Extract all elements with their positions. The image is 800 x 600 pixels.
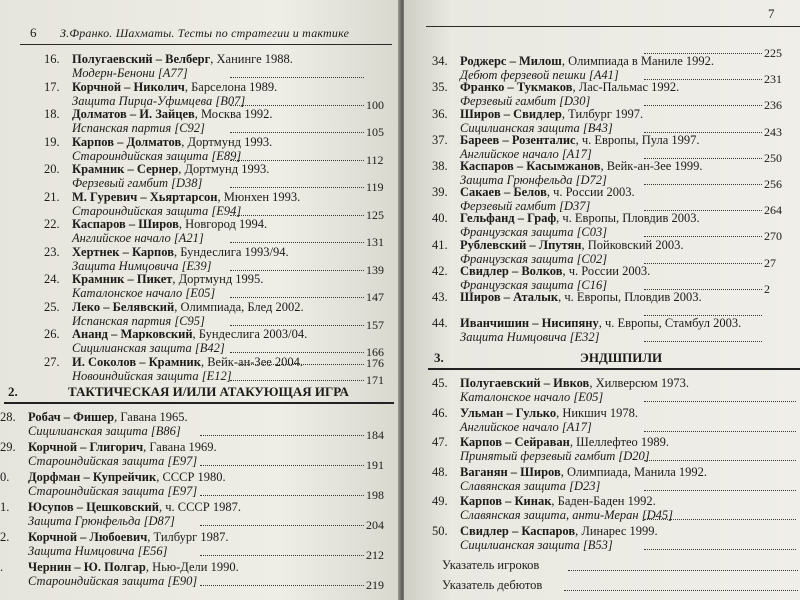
leader-dots [230, 77, 364, 78]
entry-opening: Французская защита [C02] [460, 251, 608, 266]
entry-page-number: 105 [366, 125, 384, 139]
entry-number: 46. [432, 405, 448, 420]
entry-event: , Олимпиада, Манила 1992. [560, 464, 708, 479]
entry-number: 39. [432, 185, 448, 200]
entry-opening: Сицилианская защита [B86] [28, 424, 181, 438]
toc-entry [432, 28, 460, 42]
entry-players: Широв – Аталык [460, 290, 559, 304]
entry-event: , Лас-Пальмас 1992. [572, 80, 680, 95]
entry-event: , ч. Европы, Пловдив 2003. [558, 290, 702, 304]
header-rule [20, 44, 392, 45]
leader-dots [644, 105, 762, 106]
entry-players: Юсупов – Цешковский [28, 500, 159, 514]
entry-opening: Английское начало [A21] [72, 231, 204, 245]
entry-number: 26. [44, 327, 60, 341]
entry-opening: Защита Грюнфельда [D72] [460, 173, 607, 187]
toc-entry [44, 162, 269, 190]
entry-opening: Защита Нимцовича [E56] [28, 544, 168, 558]
entry-players: Крамник – Пикет [72, 272, 173, 286]
entry-opening: Староиндийская защита [E97] [28, 454, 198, 468]
index-players: Указатель игроков [442, 558, 540, 572]
entry-page-number: 147 [366, 290, 384, 304]
leader-dots [230, 105, 364, 106]
entry-event: , ч. России 2003. [562, 263, 651, 278]
leader-dots [564, 590, 798, 591]
leader-dots [240, 364, 364, 365]
entry-number: 48. [432, 464, 448, 479]
entry-opening: Испанская партия [C95] [72, 313, 205, 328]
entry-page-number: 256 [764, 177, 782, 191]
section-title: ЭНДШПИЛИ [580, 350, 663, 365]
toc-entry [44, 300, 304, 328]
entry-page-number: 157 [366, 317, 384, 332]
entry-players: Хертнек – Карпов [72, 244, 174, 259]
toc-entry [432, 524, 658, 552]
entry-opening: Модерн-Бенони [A77] [72, 66, 188, 80]
entry-event: , Новгород 1994. [178, 217, 268, 231]
entry-event: , Баден-Баден 1992. [551, 494, 656, 508]
entry-players: Свидлер – Волков [460, 263, 563, 278]
entry-number: 44. [432, 316, 448, 331]
entry-players: Бареев – Розенталис [460, 132, 576, 147]
leader-dots [230, 352, 364, 353]
entry-number: 1. [0, 500, 10, 514]
toc-entry [0, 410, 188, 438]
entry-event: , Мюнхен 1993. [217, 189, 301, 204]
right-page [404, 0, 800, 600]
entry-opening: Английское начало [A17] [460, 146, 592, 161]
entry-number: 29. [0, 440, 16, 454]
entry-page-number: 225 [764, 46, 782, 60]
toc-entry [44, 217, 267, 245]
entry-page-number: 270 [764, 229, 782, 244]
entry-opening: Защита Нимцовича [E32] [460, 330, 600, 345]
toc-entry [44, 327, 307, 355]
entry-event: , Нью-Дели 1990. [145, 560, 239, 574]
toc-entry [0, 500, 241, 528]
leader-dots [644, 431, 796, 432]
entry-number: 37. [432, 132, 448, 147]
entry-players: Рублевский – Лпутян [460, 237, 582, 252]
toc-entry [0, 560, 239, 588]
entry-opening: Ферзевый гамбит [D37] [460, 199, 591, 214]
entry-page-number: 198 [366, 488, 384, 502]
entry-event: , ч. Европы, Стамбул 2003. [598, 316, 742, 331]
entry-page-number: 212 [366, 548, 384, 562]
entry-players: Иванчишин – Нисипяну [460, 316, 599, 331]
entry-event: , Пойковский 2003. [581, 237, 684, 252]
entry-number: 21. [44, 189, 60, 204]
entry-players: Чернин – Ю. Полгар [28, 560, 146, 574]
entry-event: , Вейк-ан-Зее 2004. [200, 354, 304, 369]
entry-page-number: 176 [366, 356, 384, 370]
leader-dots [230, 132, 364, 133]
running-header: З.Франко. Шахматы. Тесты по стратегии и тактике [60, 26, 350, 40]
entry-players: Корчной – Глигорич [28, 440, 144, 454]
entry-opening: Каталонское начало [E05] [72, 286, 216, 300]
entry-opening: Французская защита [C03] [460, 225, 608, 240]
entry-opening: Защита Нимцовича [E39] [72, 258, 212, 273]
section-title: ТАКТИЧЕСКАЯ И/ИЛИ АТАКУЮЩАЯ ИГРА [68, 384, 349, 399]
leader-dots [230, 242, 364, 243]
entry-event: , Москва 1992. [194, 107, 273, 121]
leader-dots [200, 435, 364, 436]
entry-event: , Олимпиада в Маниле 1992. [561, 54, 714, 69]
entry-opening: Новоиндийская защита [E12] [72, 368, 232, 383]
entry-players: Леко – Белявский [72, 299, 175, 314]
entry-number: 18. [44, 107, 60, 121]
entry-players: Карпов – Кинак [460, 494, 552, 508]
entry-event: , Барселона 1989. [184, 79, 278, 94]
entry-opening: Ферзевый гамбит [D38] [72, 176, 203, 190]
entry-event: , Гавана 1965. [114, 410, 188, 424]
entry-event: , Дортмунд 1993. [181, 134, 273, 149]
toc-entry [432, 238, 683, 266]
leader-dots [230, 380, 364, 381]
entry-number: 40. [432, 211, 448, 226]
entry-event: , Вейк-ан-Зее 1999. [600, 159, 703, 173]
entry-opening: Английское начало [A17] [460, 419, 592, 434]
leader-dots [644, 341, 762, 342]
entry-opening: Староиндийская защита [E90] [28, 574, 198, 588]
section-number: 2. [8, 384, 18, 399]
entry-players: Карпов – Сейраван [460, 435, 570, 449]
entry-number: 43. [432, 290, 448, 304]
leader-dots [230, 297, 364, 298]
entry-event: , ч. СССР 1987. [158, 500, 241, 514]
leader-dots [644, 490, 796, 491]
section-rule [428, 368, 800, 370]
entry-event: , Бундеслига 1993/94. [173, 244, 289, 259]
entry-event: , Никшич 1978. [556, 405, 638, 420]
entry-page-number: 264 [764, 203, 782, 218]
entry-players: Ананд – Марковский [72, 327, 193, 341]
leader-dots [200, 585, 364, 586]
entry-number: 50. [432, 523, 448, 538]
entry-event: , Тилбург 1997. [561, 106, 644, 121]
entry-number: 36. [432, 106, 448, 121]
toc-entry [432, 159, 703, 187]
toc-entry [432, 435, 669, 463]
entry-number: 34. [432, 54, 448, 69]
leader-dots [644, 401, 796, 402]
entry-page-number: 219 [366, 578, 384, 592]
entry-number: 41. [432, 237, 448, 252]
entry-opening: Испанская партия [C92] [72, 121, 205, 135]
leader-dots [200, 525, 364, 526]
entry-players: Карпов – Долматов [72, 134, 182, 149]
entry-event: , Гавана 1969. [143, 440, 217, 454]
entry-event: , Хилверсюм 1973. [589, 376, 690, 390]
page-number: 6 [30, 25, 37, 40]
entry-number: 16. [44, 52, 60, 66]
entry-opening: Славянская защита, анти-Меран [D45] [460, 508, 673, 522]
entry-players: Сакаев – Белов [460, 185, 547, 200]
entry-players: Долматов – И. Зайцев [72, 107, 195, 121]
entry-event: , Дортмунд 1993. [178, 162, 270, 176]
entry-page-number: 112 [366, 152, 384, 167]
entry-page-number: 2 [764, 281, 770, 296]
toc-entry [44, 80, 277, 108]
entry-opening: Французская защита [C16] [460, 277, 608, 292]
entry-event: , Ханинге 1988. [210, 52, 293, 66]
toc-entry [432, 107, 643, 135]
entry-opening: Каталонское начало [E05] [460, 390, 604, 404]
leader-dots [230, 325, 364, 326]
entry-page-number: 131 [366, 235, 384, 249]
entry-number: 45. [432, 376, 448, 390]
entry-event: , Линарес 1999. [575, 523, 658, 538]
leader-dots [200, 555, 364, 556]
entry-opening: Защита Грюнфельда [D87] [28, 514, 175, 528]
toc-entry [44, 135, 272, 163]
entry-event: , ч. Европы, Пула 1997. [575, 132, 700, 147]
entry-opening: Защита Пирца-Уфимцева [B07] [72, 93, 246, 108]
entry-opening: Ферзевый гамбит [D30] [460, 94, 591, 109]
entry-page-number: 139 [366, 262, 384, 277]
entry-players: Широв – Свидлер [460, 106, 562, 121]
entry-event: , СССР 1980. [156, 470, 226, 484]
entry-players: Каспаров – Касымжанов [460, 159, 601, 173]
entry-players: Каспаров – Широв [72, 217, 179, 231]
entry-number: 49. [432, 494, 448, 508]
entry-number: 25. [44, 299, 60, 314]
entry-event: , ч. Европы, Пловдив 2003. [556, 211, 700, 226]
leader-dots [644, 549, 796, 550]
leader-dots [644, 184, 762, 185]
entry-opening: Дебют ферзевой пешки [A41] [460, 68, 619, 83]
entry-page-number: 231 [764, 72, 782, 87]
toc-entry [432, 211, 700, 239]
toc-entry [44, 272, 263, 300]
entry-event: , Тилбург 1987. [147, 530, 229, 544]
leader-dots [644, 519, 796, 520]
entry-number: 35. [432, 80, 448, 95]
entry-number: 23. [44, 244, 60, 259]
toc-entry [44, 245, 289, 273]
entry-opening: Славянская защита [D23] [460, 478, 601, 493]
entry-players: Ваганян – Широв [460, 464, 561, 479]
toc-entry [0, 530, 229, 558]
entry-event: , Бундеслига 2003/04. [192, 327, 308, 341]
entry-players: И. Соколов – Крамник [72, 354, 201, 369]
entry-players: Роджерс – Милош [460, 54, 562, 69]
toc-entry [432, 264, 650, 292]
section-rule [4, 402, 394, 404]
entry-event: , Шеллефтео 1989. [569, 435, 670, 449]
toc-entry [0, 440, 217, 468]
entry-players: Робач – Фишер [28, 410, 115, 424]
entry-event: , Олимпиада, Блед 2002. [174, 299, 304, 314]
entry-opening: Староиндийская защита [E94] [72, 203, 242, 218]
leader-dots [568, 570, 798, 571]
entry-players: Полугаевский – Ивков [460, 376, 590, 390]
entry-page-number: 184 [366, 428, 384, 442]
entry-page-number: 100 [366, 97, 384, 112]
entry-opening: Староиндийская защита [E97] [28, 484, 198, 498]
toc-entry [432, 406, 638, 434]
toc-entry [44, 52, 293, 80]
entry-page-number: 191 [366, 458, 384, 472]
entry-number: 42. [432, 263, 448, 278]
entry-players: Франко – Тукмаков [460, 80, 573, 95]
toc-entry [432, 133, 700, 161]
entry-page-number: 119 [366, 180, 384, 194]
leader-dots [644, 263, 762, 264]
index-openings: Указатель дебютов [442, 578, 543, 592]
leader-dots [644, 460, 796, 461]
toc-entry [0, 470, 226, 498]
entry-players: Корчной – Николич [72, 79, 185, 94]
entry-page-number: 250 [764, 150, 782, 165]
entry-number: 38. [432, 159, 448, 173]
leader-dots [200, 465, 364, 466]
entry-opening: Сицилианская защита [B53] [460, 537, 613, 552]
entry-page-number: 27 [764, 255, 776, 270]
entry-page-number: 125 [366, 207, 384, 222]
entry-players: Крамник – Сернер [72, 162, 179, 176]
entry-players: Дорфман – Купрейчик [28, 470, 157, 484]
leader-dots [200, 495, 364, 496]
toc-entry [44, 190, 300, 218]
entry-players: Полугаевский – Велберг [72, 52, 211, 66]
leader-dots [230, 270, 364, 271]
entry-players: М. Гуревич – Хьяртарсон [72, 189, 218, 204]
toc-entry [432, 80, 679, 108]
toc-entry [44, 355, 303, 383]
toc-entry [432, 376, 689, 404]
toc-entry [432, 494, 673, 522]
toc-entry [432, 185, 635, 213]
entry-opening: Сицилианская защита [B43] [460, 120, 613, 135]
entry-number: 47. [432, 435, 448, 449]
entry-players: Гельфанд – Граф [460, 211, 557, 226]
entry-number: 22. [44, 217, 60, 231]
entry-number: 28. [0, 410, 16, 424]
entry-event: , Дортмунд 1995. [172, 272, 264, 286]
entry-players: Корчной – Любоевич [28, 530, 148, 544]
entry-number: 0. [0, 470, 10, 484]
entry-players: Ульман – Гулько [460, 405, 557, 420]
entry-page-number: 236 [764, 98, 782, 113]
section-number: 3. [434, 350, 444, 365]
header-rule [426, 26, 800, 27]
toc-entry [432, 316, 741, 344]
entry-number: 17. [44, 79, 60, 94]
entry-number: 20. [44, 162, 60, 176]
entry-opening: Староиндийская защита [E89] [72, 148, 242, 163]
leader-dots [230, 187, 364, 188]
entry-number: 19. [44, 134, 60, 149]
entry-page-number: 166 [366, 345, 384, 359]
entry-event: , ч. России 2003. [546, 185, 635, 200]
entry-number: 24. [44, 272, 60, 286]
entry-players: Свидлер – Каспаров [460, 523, 576, 538]
leader-dots [230, 160, 364, 161]
entry-number: 27. [44, 354, 60, 369]
toc-entry [432, 290, 702, 304]
entry-page-number: 243 [764, 124, 782, 139]
toc-entry [44, 107, 273, 135]
entry-number: 2. [0, 530, 10, 544]
entry-number: . [0, 560, 4, 574]
toc-entry [432, 465, 707, 493]
entry-page-number: 171 [366, 372, 384, 387]
entry-page-number: 204 [366, 518, 384, 532]
page-number: 7 [768, 6, 775, 21]
entry-opening: Сицилианская защита [B42] [72, 341, 225, 355]
entry-opening: Принятый ферзевый гамбит [D20] [460, 449, 650, 463]
toc-entry [432, 54, 714, 82]
leader-dots [230, 215, 364, 216]
